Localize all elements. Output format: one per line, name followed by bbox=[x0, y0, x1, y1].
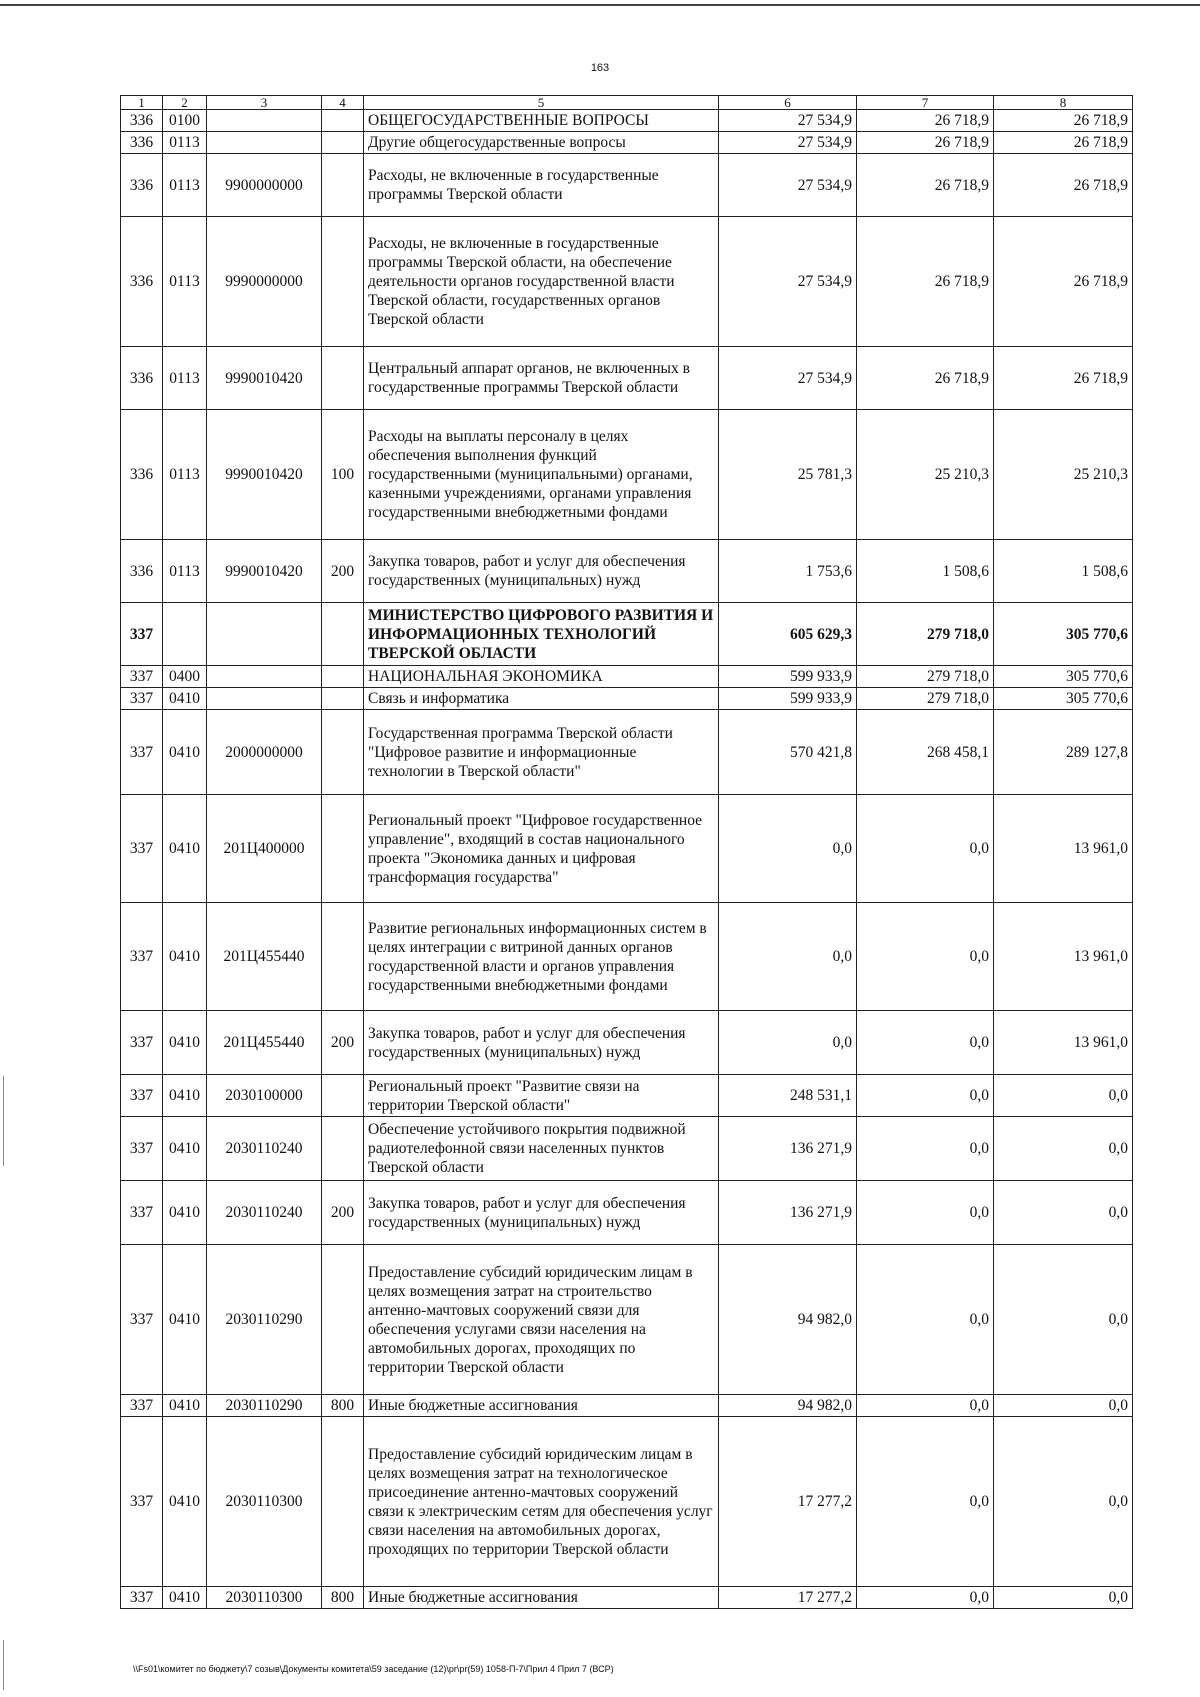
table-row bbox=[121, 1395, 1133, 1417]
cell-target-article: 201Ц400000 bbox=[207, 795, 322, 903]
cell-description: Региональный проект "Развитие связи на территории Тверской области" bbox=[364, 1075, 719, 1117]
cell-section-code: 0410 bbox=[163, 1181, 207, 1245]
column-number: 1 bbox=[121, 96, 163, 110]
cell-amount-col7: 0,0 bbox=[857, 1245, 994, 1395]
cell-target-article: 9900000000 bbox=[207, 154, 322, 217]
cell-target-article: 2030110290 bbox=[207, 1245, 322, 1395]
cell-amount-col7: 0,0 bbox=[857, 1181, 994, 1245]
table-row bbox=[121, 795, 1133, 903]
table-row bbox=[121, 132, 1133, 154]
cell-amount-col7: 279 718,0 bbox=[857, 688, 994, 710]
cell-amount-col8: 305 770,6 bbox=[994, 666, 1133, 688]
cell-ministry-code: 336 bbox=[121, 410, 163, 540]
cell-expense-type: 800 bbox=[322, 1587, 364, 1609]
column-number: 8 bbox=[994, 96, 1133, 110]
cell-amount-col7: 1 508,6 bbox=[857, 540, 994, 603]
cell-description: Предоставление субсидий юридическим лицам в целях возмещения затрат на строительство антенно-мачтовых сооружений связи для обеспечения услугами связи населения на автомобильных дорогах, проходящих по территории Тверской области bbox=[364, 1245, 719, 1395]
cell-description: Закупка товаров, работ и услуг для обеспечения государственных (муниципальных) нужд bbox=[364, 1011, 719, 1075]
cell-section-code bbox=[163, 603, 207, 666]
footer-file-path: \\Fs01\комитет по бюджету\7 созыв\Документы комитета\59 заседание (12)\pr\pr(59) 1058-П-7\Прил 4 Прил 7 (ВСР) bbox=[133, 1664, 614, 1674]
cell-amount-col7: 26 718,9 bbox=[857, 132, 994, 154]
cell-ministry-code: 337 bbox=[121, 603, 163, 666]
cell-ministry-code: 337 bbox=[121, 1245, 163, 1395]
cell-expense-type: 800 bbox=[322, 1395, 364, 1417]
cell-amount-col8: 0,0 bbox=[994, 1075, 1133, 1117]
cell-expense-type bbox=[322, 710, 364, 795]
cell-expense-type bbox=[322, 132, 364, 154]
cell-expense-type: 200 bbox=[322, 540, 364, 603]
table-row bbox=[121, 1181, 1133, 1245]
cell-expense-type: 100 bbox=[322, 410, 364, 540]
cell-amount-col8: 0,0 bbox=[994, 1587, 1133, 1609]
cell-target-article bbox=[207, 132, 322, 154]
cell-amount-col8: 0,0 bbox=[994, 1181, 1133, 1245]
cell-amount-col6: 248 531,1 bbox=[719, 1075, 857, 1117]
cell-section-code: 0410 bbox=[163, 1117, 207, 1181]
cell-section-code: 0113 bbox=[163, 154, 207, 217]
cell-target-article: 9990010420 bbox=[207, 347, 322, 410]
cell-amount-col8: 13 961,0 bbox=[994, 1011, 1133, 1075]
cell-ministry-code: 337 bbox=[121, 1417, 163, 1587]
cell-ministry-code: 337 bbox=[121, 1395, 163, 1417]
top-rule bbox=[0, 4, 1200, 6]
cell-section-code: 0113 bbox=[163, 132, 207, 154]
cell-description: Закупка товаров, работ и услуг для обеспечения государственных (муниципальных) нужд bbox=[364, 540, 719, 603]
page-number: 163 bbox=[590, 62, 610, 74]
cell-section-code: 0113 bbox=[163, 410, 207, 540]
column-number: 3 bbox=[207, 96, 322, 110]
table-row bbox=[121, 1245, 1133, 1395]
cell-amount-col7: 0,0 bbox=[857, 1117, 994, 1181]
cell-description: Развитие региональных информационных систем в целях интеграции с витриной данных органов государственной власти и органов управления государственными внебюджетными фондами bbox=[364, 903, 719, 1011]
cell-section-code: 0113 bbox=[163, 217, 207, 347]
cell-amount-col8: 26 718,9 bbox=[994, 347, 1133, 410]
cell-description: Иные бюджетные ассигнования bbox=[364, 1587, 719, 1609]
column-number: 7 bbox=[857, 96, 994, 110]
cell-ministry-code: 336 bbox=[121, 132, 163, 154]
cell-amount-col6: 1 753,6 bbox=[719, 540, 857, 603]
cell-amount-col8: 26 718,9 bbox=[994, 217, 1133, 347]
cell-section-code: 0410 bbox=[163, 688, 207, 710]
cell-amount-col8: 289 127,8 bbox=[994, 710, 1133, 795]
table-row bbox=[121, 217, 1133, 347]
cell-amount-col7: 0,0 bbox=[857, 1417, 994, 1587]
cell-amount-col6: 17 277,2 bbox=[719, 1417, 857, 1587]
cell-section-code: 0410 bbox=[163, 1395, 207, 1417]
cell-amount-col7: 26 718,9 bbox=[857, 110, 994, 132]
cell-amount-col6: 27 534,9 bbox=[719, 132, 857, 154]
cell-ministry-code: 337 bbox=[121, 1075, 163, 1117]
cell-target-article: 9990010420 bbox=[207, 540, 322, 603]
cell-description: Обеспечение устойчивого покрытия подвижной радиотелефонной связи населенных пунктов Тверской области bbox=[364, 1117, 719, 1181]
cell-expense-type: 200 bbox=[322, 1011, 364, 1075]
cell-amount-col6: 605 629,3 bbox=[719, 603, 857, 666]
cell-target-article bbox=[207, 110, 322, 132]
cell-amount-col7: 0,0 bbox=[857, 1395, 994, 1417]
cell-amount-col7: 279 718,0 bbox=[857, 603, 994, 666]
cell-description: Расходы, не включенные в государственные программы Тверской области bbox=[364, 154, 719, 217]
cell-ministry-code: 337 bbox=[121, 1011, 163, 1075]
cell-section-code: 0410 bbox=[163, 1075, 207, 1117]
cell-amount-col7: 26 718,9 bbox=[857, 217, 994, 347]
cell-amount-col6: 94 982,0 bbox=[719, 1395, 857, 1417]
cell-amount-col7: 25 210,3 bbox=[857, 410, 994, 540]
budget-table bbox=[120, 95, 1133, 1609]
cell-amount-col6: 570 421,8 bbox=[719, 710, 857, 795]
column-number: 6 bbox=[719, 96, 857, 110]
cell-section-code: 0400 bbox=[163, 666, 207, 688]
cell-ministry-code: 337 bbox=[121, 710, 163, 795]
cell-expense-type bbox=[322, 603, 364, 666]
cell-amount-col6: 136 271,9 bbox=[719, 1117, 857, 1181]
cell-section-code: 0113 bbox=[163, 347, 207, 410]
cell-amount-col6: 599 933,9 bbox=[719, 688, 857, 710]
table-row bbox=[121, 540, 1133, 603]
column-number: 5 bbox=[364, 96, 719, 110]
scan-mark bbox=[3, 1076, 4, 1166]
cell-amount-col6: 27 534,9 bbox=[719, 154, 857, 217]
table-row bbox=[121, 903, 1133, 1011]
column-number-row bbox=[121, 96, 1133, 110]
cell-ministry-code: 337 bbox=[121, 666, 163, 688]
table-row bbox=[121, 410, 1133, 540]
cell-amount-col6: 599 933,9 bbox=[719, 666, 857, 688]
cell-expense-type bbox=[322, 1117, 364, 1181]
cell-expense-type bbox=[322, 1245, 364, 1395]
cell-description: Государственная программа Тверской области "Цифровое развитие и информационные технологии в Тверской области" bbox=[364, 710, 719, 795]
column-number: 4 bbox=[322, 96, 364, 110]
cell-amount-col8: 0,0 bbox=[994, 1417, 1133, 1587]
table-row bbox=[121, 688, 1133, 710]
cell-target-article: 2030110300 bbox=[207, 1587, 322, 1609]
cell-expense-type bbox=[322, 347, 364, 410]
cell-section-code: 0410 bbox=[163, 1011, 207, 1075]
cell-target-article bbox=[207, 688, 322, 710]
cell-amount-col8: 26 718,9 bbox=[994, 154, 1133, 217]
cell-amount-col6: 25 781,3 bbox=[719, 410, 857, 540]
cell-target-article: 9990000000 bbox=[207, 217, 322, 347]
cell-expense-type bbox=[322, 903, 364, 1011]
cell-description: МИНИСТЕРСТВО ЦИФРОВОГО РАЗВИТИЯ И ИНФОРМАЦИОННЫХ ТЕХНОЛОГИЙ ТВЕРСКОЙ ОБЛАСТИ bbox=[364, 603, 719, 666]
cell-amount-col6: 17 277,2 bbox=[719, 1587, 857, 1609]
cell-target-article: 2030110240 bbox=[207, 1117, 322, 1181]
scan-mark bbox=[3, 1640, 4, 1690]
cell-amount-col8: 0,0 bbox=[994, 1245, 1133, 1395]
cell-target-article: 2030110290 bbox=[207, 1395, 322, 1417]
cell-description: Расходы, не включенные в государственные программы Тверской области, на обеспечение деятельности органов государственной власти Тверской области, государственных органов Тверской области bbox=[364, 217, 719, 347]
cell-description: Другие общегосударственные вопросы bbox=[364, 132, 719, 154]
cell-ministry-code: 337 bbox=[121, 1181, 163, 1245]
cell-target-article: 9990010420 bbox=[207, 410, 322, 540]
table-row bbox=[121, 1417, 1133, 1587]
table-row bbox=[121, 110, 1133, 132]
cell-description: НАЦИОНАЛЬНАЯ ЭКОНОМИКА bbox=[364, 666, 719, 688]
cell-target-article: 2000000000 bbox=[207, 710, 322, 795]
cell-section-code: 0410 bbox=[163, 795, 207, 903]
cell-amount-col6: 136 271,9 bbox=[719, 1181, 857, 1245]
cell-expense-type bbox=[322, 1075, 364, 1117]
cell-ministry-code: 337 bbox=[121, 1587, 163, 1609]
cell-amount-col8: 0,0 bbox=[994, 1395, 1133, 1417]
table-row bbox=[121, 666, 1133, 688]
cell-amount-col6: 0,0 bbox=[719, 1011, 857, 1075]
cell-amount-col6: 0,0 bbox=[719, 795, 857, 903]
cell-expense-type bbox=[322, 666, 364, 688]
cell-ministry-code: 337 bbox=[121, 688, 163, 710]
cell-expense-type bbox=[322, 217, 364, 347]
table-row bbox=[121, 603, 1133, 666]
cell-description: Предоставление субсидий юридическим лицам в целях возмещения затрат на технологическое присоединение антенно-мачтовых сооружений связи к электрическим сетям для обеспечения услуг связи населения на автомобильных дорогах, проходящих по территории Тверской области bbox=[364, 1417, 719, 1587]
cell-target-article bbox=[207, 666, 322, 688]
cell-amount-col7: 279 718,0 bbox=[857, 666, 994, 688]
cell-amount-col8: 26 718,9 bbox=[994, 132, 1133, 154]
cell-target-article: 2030100000 bbox=[207, 1075, 322, 1117]
cell-section-code: 0100 bbox=[163, 110, 207, 132]
cell-expense-type bbox=[322, 795, 364, 903]
cell-section-code: 0113 bbox=[163, 540, 207, 603]
cell-section-code: 0410 bbox=[163, 1587, 207, 1609]
cell-ministry-code: 336 bbox=[121, 217, 163, 347]
table-row bbox=[121, 154, 1133, 217]
cell-description: Центральный аппарат органов, не включенных в государственные программы Тверской области bbox=[364, 347, 719, 410]
cell-amount-col6: 94 982,0 bbox=[719, 1245, 857, 1395]
cell-expense-type bbox=[322, 110, 364, 132]
cell-amount-col6: 27 534,9 bbox=[719, 347, 857, 410]
cell-description: Расходы на выплаты персоналу в целях обеспечения выполнения функций государственными (муниципальными) органами, казенными учреждениями, органами управления государственными внебюджетными фондами bbox=[364, 410, 719, 540]
cell-description: Иные бюджетные ассигнования bbox=[364, 1395, 719, 1417]
cell-target-article: 2030110300 bbox=[207, 1417, 322, 1587]
cell-ministry-code: 336 bbox=[121, 110, 163, 132]
table-body bbox=[121, 110, 1133, 1609]
table-row bbox=[121, 1587, 1133, 1609]
cell-amount-col8: 0,0 bbox=[994, 1117, 1133, 1181]
cell-amount-col8: 25 210,3 bbox=[994, 410, 1133, 540]
cell-description: ОБЩЕГОСУДАРСТВЕННЫЕ ВОПРОСЫ bbox=[364, 110, 719, 132]
cell-ministry-code: 337 bbox=[121, 1117, 163, 1181]
cell-amount-col7: 26 718,9 bbox=[857, 347, 994, 410]
cell-amount-col8: 305 770,6 bbox=[994, 603, 1133, 666]
table-row bbox=[121, 1011, 1133, 1075]
cell-amount-col8: 26 718,9 bbox=[994, 110, 1133, 132]
cell-amount-col6: 0,0 bbox=[719, 903, 857, 1011]
table-row bbox=[121, 347, 1133, 410]
cell-description: Закупка товаров, работ и услуг для обеспечения государственных (муниципальных) нужд bbox=[364, 1181, 719, 1245]
cell-section-code: 0410 bbox=[163, 1417, 207, 1587]
cell-amount-col7: 0,0 bbox=[857, 1075, 994, 1117]
column-number: 2 bbox=[163, 96, 207, 110]
cell-target-article: 201Ц455440 bbox=[207, 1011, 322, 1075]
cell-ministry-code: 337 bbox=[121, 903, 163, 1011]
cell-amount-col7: 26 718,9 bbox=[857, 154, 994, 217]
cell-description: Связь и информатика bbox=[364, 688, 719, 710]
cell-amount-col7: 268 458,1 bbox=[857, 710, 994, 795]
cell-amount-col6: 27 534,9 bbox=[719, 110, 857, 132]
cell-target-article: 201Ц455440 bbox=[207, 903, 322, 1011]
cell-amount-col7: 0,0 bbox=[857, 795, 994, 903]
cell-amount-col7: 0,0 bbox=[857, 903, 994, 1011]
cell-expense-type: 200 bbox=[322, 1181, 364, 1245]
cell-section-code: 0410 bbox=[163, 710, 207, 795]
cell-expense-type bbox=[322, 154, 364, 217]
cell-section-code: 0410 bbox=[163, 903, 207, 1011]
cell-amount-col8: 305 770,6 bbox=[994, 688, 1133, 710]
cell-section-code: 0410 bbox=[163, 1245, 207, 1395]
cell-expense-type bbox=[322, 1417, 364, 1587]
table-row bbox=[121, 1117, 1133, 1181]
table-row bbox=[121, 710, 1133, 795]
cell-ministry-code: 337 bbox=[121, 795, 163, 903]
cell-amount-col8: 1 508,6 bbox=[994, 540, 1133, 603]
cell-amount-col7: 0,0 bbox=[857, 1587, 994, 1609]
cell-ministry-code: 336 bbox=[121, 540, 163, 603]
cell-target-article: 2030110240 bbox=[207, 1181, 322, 1245]
cell-ministry-code: 336 bbox=[121, 154, 163, 217]
cell-expense-type bbox=[322, 688, 364, 710]
cell-description: Региональный проект "Цифровое государственное управление", входящий в состав национального проекта "Экономика данных и цифровая трансформация государства" bbox=[364, 795, 719, 903]
cell-amount-col8: 13 961,0 bbox=[994, 903, 1133, 1011]
cell-amount-col8: 13 961,0 bbox=[994, 795, 1133, 903]
cell-amount-col6: 27 534,9 bbox=[719, 217, 857, 347]
cell-target-article bbox=[207, 603, 322, 666]
table-row bbox=[121, 1075, 1133, 1117]
cell-ministry-code: 336 bbox=[121, 347, 163, 410]
cell-amount-col7: 0,0 bbox=[857, 1011, 994, 1075]
